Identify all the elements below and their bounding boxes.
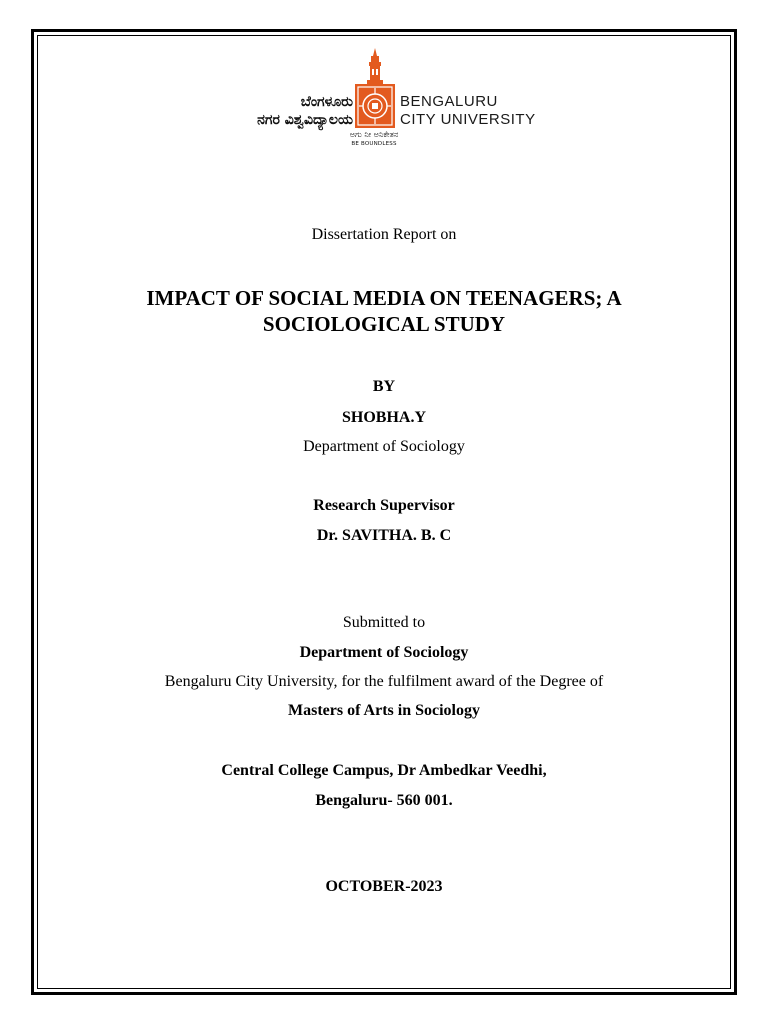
supervisor-name: Dr. SAVITHA. B. C <box>316 527 452 544</box>
logo-tagline-english: BE BOUNDLESS <box>351 141 397 147</box>
report-type: Dissertation Report on <box>311 226 457 243</box>
supervisor-label: Research Supervisor <box>313 497 455 514</box>
submitted-label: Submitted to <box>342 614 426 631</box>
submission-date: OCTOBER-2023 <box>325 878 443 895</box>
by-label: BY <box>372 378 396 395</box>
logo-tagline-kannada: ಅಗು ನೀ ಅನಿಕೇತನ <box>349 130 399 139</box>
submitted-department: Department of Sociology <box>299 644 469 661</box>
address-line1: Central College Campus, Dr Ambedkar Veedhi, <box>221 762 547 779</box>
university-emblem-icon <box>353 48 397 132</box>
logo-english-name: BENGALURU CITY UNIVERSITY <box>400 93 536 128</box>
university-logo <box>220 48 550 152</box>
author-name: SHOBHA.Y <box>341 409 426 426</box>
degree-name: Masters of Arts in Sociology <box>288 702 480 719</box>
logo-kannada-name: ಬೆಂಗಳೂರು ನಗರ ವಿಶ್ವವಿದ್ಯಾಲಯ <box>257 94 353 128</box>
dissertation-title-line1: IMPACT OF SOCIAL MEDIA ON TEENAGERS; A <box>146 286 622 310</box>
author-department: Department of Sociology <box>303 438 465 455</box>
university-line: Bengaluru City University, for the fulfilment award of the Degree of <box>164 673 604 690</box>
dissertation-title-line2: SOCIOLOGICAL STUDY <box>262 312 506 336</box>
address-line2: Bengaluru- 560 001. <box>315 792 453 809</box>
